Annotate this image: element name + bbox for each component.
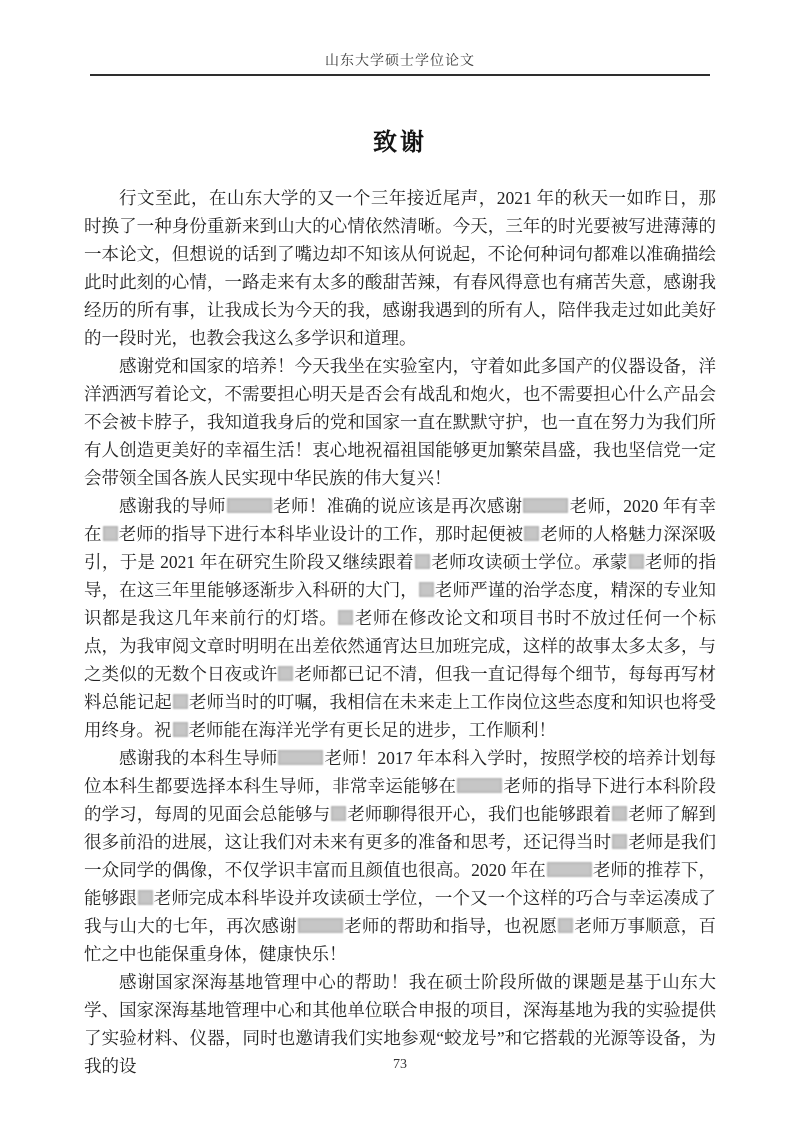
redacted-name [173, 722, 188, 737]
text-run: 老师的人格魅力深深吸引，于是 2021 年在研究生阶段又继续跟着 [84, 524, 717, 572]
redacted-name [278, 666, 293, 681]
text-run: 老师攻读硕士学位。承蒙 [430, 552, 628, 572]
text-run: 老师的帮助和指导，也祝愿 [343, 916, 558, 936]
text-run: 感谢我的本科生导师 [119, 748, 278, 768]
redacted-name [524, 526, 539, 541]
text-run: 感谢国家深海基地管理中心的帮助！我在硕士阶段所做的课题是基于山东大学、国家深海基地管理中心和其他单位联合申报的项目，深海基地为我的实验提供了实验材料、仪器，同时也邀请我们实地参观“蛟龙号”和它搭载的光源等设备，为我的设 [84, 972, 716, 1076]
acknowledgments-body [84, 184, 716, 1080]
redacted-name [278, 750, 323, 765]
page-footer [0, 1057, 800, 1073]
redacted-name [338, 610, 353, 625]
redacted-name [298, 918, 343, 933]
running-header-text: 山东大学硕士学位论文 [325, 54, 475, 69]
text-run: 老师！准确的说应该是再次感谢 [272, 496, 523, 516]
redacted-name [331, 806, 346, 821]
redacted-name [629, 554, 644, 569]
redacted-name [103, 526, 118, 541]
text-run: 老师严谨的治学态度，精深的专业知识都是我这几年来前行的灯塔。 [84, 580, 717, 628]
redacted-name [612, 806, 627, 821]
text-run: 老师聊得很开心，我们也能够跟着 [347, 804, 612, 824]
text-run: 老师的指导下进行本科毕业设计的工作，那时起便被 [118, 524, 524, 544]
redacted-name [138, 890, 153, 905]
redacted-name [547, 862, 592, 877]
redacted-name [457, 778, 502, 793]
text-run: 感谢我的导师 [119, 496, 226, 516]
text-run: 老师的推荐下，能够跟 [84, 860, 717, 908]
paragraph [84, 492, 716, 744]
text-run: 老师都已记不清，但我一直记得每个细节，每每再写材料总能记起 [84, 664, 717, 712]
text-run: 老师的指导，在这三年里能够逐渐步入科研的大门， [84, 552, 717, 600]
redacted-name [612, 834, 627, 849]
text-run: 老师！2017 年本科入学时，按照学校的培养计划每位本科生都要选择本科生导师，非常幸运能够在 [84, 748, 716, 796]
redacted-name [173, 694, 188, 709]
redacted-name [227, 498, 272, 513]
text-run: 老师万事顺意，百忙之中也能保重身体，健康快乐！ [84, 916, 717, 964]
page-title: 致谢 [373, 130, 427, 156]
text-run: 老师了解到很多前沿的进展，这让我们对未来有更多的准备和思考，还记得当时 [84, 804, 717, 852]
paragraph [84, 184, 716, 352]
paragraph [84, 352, 716, 492]
text-run: 老师的指导下进行本科阶段的学习，每周的见面会总能够与 [84, 776, 717, 824]
redacted-name [558, 918, 573, 933]
text-run: 老师在修改论文和项目书时不放过任何一个标点，为我审阅文章时明明在出差依然通宵达旦加班完成，这样的故事太多太多，与之类似的无数个日夜或许 [84, 608, 716, 684]
text-run: 感谢党和国家的培养！今天我坐在实验室内，守着如此多国产的仪器设备，洋洋洒洒写着论文，不需要担心明天是否会有战乱和炮火，也不需要担心什么产品会不会被卡脖子，我知道我身后的党和国家一直在默默守护，也一直在努力为我们所有人创造更美好的幸福生活！衷心地祝福祖国能够更加繁荣昌盛，我也坚信党一定会带领全国各族人民实现中华民族的伟大复兴！ [84, 356, 716, 488]
text-run: 老师是我们一众同学的偶像，不仅学识丰富而且颜值也很高。2020 年在 [84, 832, 716, 880]
text-run: 老师当时的叮嘱，我相信在未来走上工作岗位这些态度和知识也将受用终身。祝 [84, 692, 716, 740]
page-number: 73 [393, 1057, 407, 1072]
text-run: 老师完成本科毕设并攻读硕士学位，一个又一个这样的巧合与幸运凑成了我与山大的七年，再次感谢 [84, 888, 717, 936]
running-header [0, 0, 800, 70]
redacted-name [523, 498, 568, 513]
redacted-name [419, 582, 434, 597]
header-rule [90, 74, 710, 76]
text-run: 老师能在海洋光学有更长足的进步，工作顺利！ [188, 720, 556, 740]
text-run: 老师，2020 年有幸在 [84, 496, 717, 544]
paragraph [84, 744, 716, 968]
redacted-name [415, 554, 430, 569]
text-run: 行文至此，在山东大学的又一个三年接近尾声，2021 年的秋天一如昨日，那时换了一种身份重新来到山大的心情依然清晰。今天，三年的时光要被写进薄薄的一本论文，但想说的话到了嘴边却不知该从何说起，不论何种词句都难以准确描绘此时此刻的心情，一路走来有太多的酸甜苦辣，有春风得意也有痛苦失意，感谢我经历的所有事，让我成长为今天的我，感谢我遇到的所有人，陪伴我走过如此美好的一段时光，也教会我这么多学识和道理。 [84, 188, 716, 348]
